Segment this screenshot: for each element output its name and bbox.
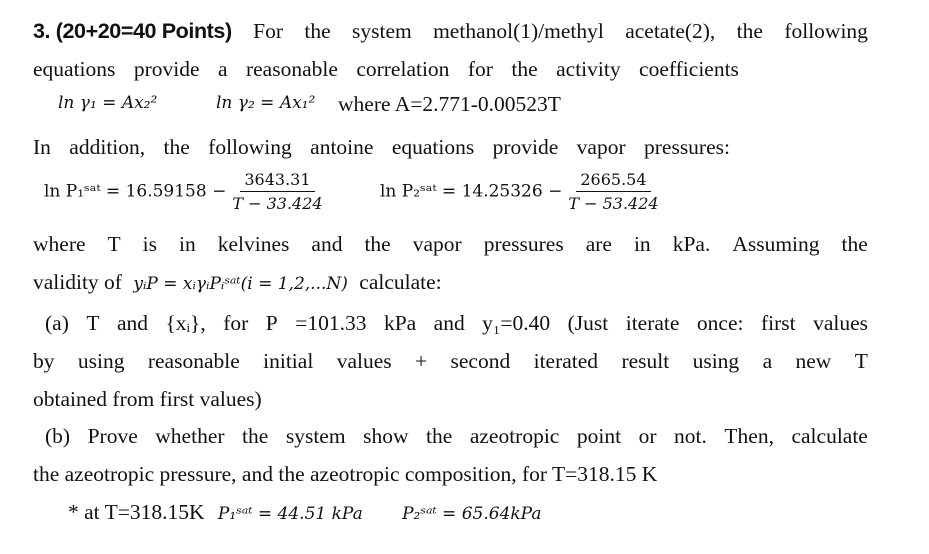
word: a bbox=[217, 57, 228, 81]
antoine-eq-2: ln P₂ˢᵃᵗ = 14.25326 − $\frac{2665.54}{T - 53.424}$ bbox=[380, 170, 659, 213]
word: provide bbox=[133, 57, 200, 81]
word: antoine bbox=[310, 135, 374, 159]
addition-line bbox=[33, 132, 730, 162]
validity-line: validity of yᵢP = xᵢγᵢPᵢˢᵃᵗ(i = 1,2,...N) calculate: bbox=[33, 270, 442, 294]
word: kelvines bbox=[217, 232, 290, 256]
word: correlation bbox=[356, 57, 450, 81]
word: addition, bbox=[69, 135, 146, 159]
word: the bbox=[841, 232, 868, 256]
note-p2-sat: P₂ˢᵃᵗ = 65.64kPa bbox=[402, 504, 542, 524]
word: In bbox=[33, 135, 51, 159]
part-a-line-3: obtained from first values) bbox=[33, 387, 262, 411]
word: acetate(2), bbox=[625, 19, 716, 43]
word: pressures bbox=[483, 232, 564, 256]
word: for bbox=[467, 57, 493, 81]
problem-header: 3. (20+20=40 Points) bbox=[33, 19, 232, 43]
word: in bbox=[179, 232, 196, 256]
word: the bbox=[364, 232, 391, 256]
word: provide bbox=[492, 135, 559, 159]
note-prefix: * at T=318.15K bbox=[68, 500, 205, 524]
where-a-text: where A=2.771-0.00523T bbox=[338, 92, 561, 116]
word: equations bbox=[33, 57, 116, 81]
word: For bbox=[253, 19, 283, 43]
part-b-line-1: (b) Prove whether the system show the azeotropic point or not. Then, calculate bbox=[45, 424, 868, 448]
word: activity bbox=[556, 57, 621, 81]
word: equations bbox=[391, 135, 475, 159]
word: the bbox=[163, 135, 190, 159]
antoine1-numerator: 3643.31 bbox=[240, 170, 314, 192]
word: the bbox=[511, 57, 538, 81]
activity-eq-2: ln γ₂ = Ax₁² bbox=[216, 93, 316, 113]
word: in bbox=[633, 232, 651, 256]
antoine2-numerator: 2665.54 bbox=[576, 170, 650, 192]
word: reasonable bbox=[245, 57, 338, 81]
word: methanol(1)/methyl bbox=[433, 19, 604, 43]
modified-raoult-equation: yᵢP = xᵢγᵢPᵢˢᵃᵗ(i = 1,2,...N) bbox=[133, 274, 348, 294]
antoine-eq-1: ln P₁ˢᵃᵗ = 16.59158 − $\frac{3643.31}{T - 33.424}$ bbox=[44, 170, 323, 213]
antoine1-denominator: T − 33.424 bbox=[232, 194, 323, 213]
word: and bbox=[311, 232, 343, 256]
part-b-line-2: the azeotropic pressure, and the azeotropic composition, for T=318.15 K bbox=[33, 462, 658, 486]
part-a-line-2: by using reasonable initial values + second iterated result using a new T bbox=[33, 349, 868, 373]
antoine2-denominator: T − 53.424 bbox=[568, 194, 659, 213]
word: T bbox=[107, 232, 121, 256]
note-line bbox=[68, 497, 541, 529]
word: pressures: bbox=[644, 135, 730, 159]
intro-line-2 bbox=[33, 54, 739, 84]
problem-title-line bbox=[33, 16, 868, 46]
units-line bbox=[33, 229, 868, 259]
word: where bbox=[33, 232, 86, 256]
part-a-line-1: (a) T and {xᵢ}, for P =101.33 kPa and y₁=0.40 (Just iterate once: first values bbox=[45, 311, 868, 335]
word: the bbox=[736, 19, 763, 43]
word: is bbox=[142, 232, 158, 256]
word: are bbox=[585, 232, 612, 256]
activity-eq-1: ln γ₁ = Ax₂² bbox=[58, 93, 158, 113]
word: kPa. bbox=[672, 232, 711, 256]
word: coefficients bbox=[639, 57, 739, 81]
word: vapor bbox=[576, 135, 626, 159]
word: the bbox=[304, 19, 331, 43]
word: system bbox=[351, 19, 412, 43]
word: following bbox=[208, 135, 292, 159]
word: vapor bbox=[412, 232, 462, 256]
note-p1-sat: P₁ˢᵃᵗ = 44.51 kPa bbox=[217, 504, 363, 524]
word: Assuming bbox=[732, 232, 820, 256]
word: following bbox=[784, 19, 868, 43]
